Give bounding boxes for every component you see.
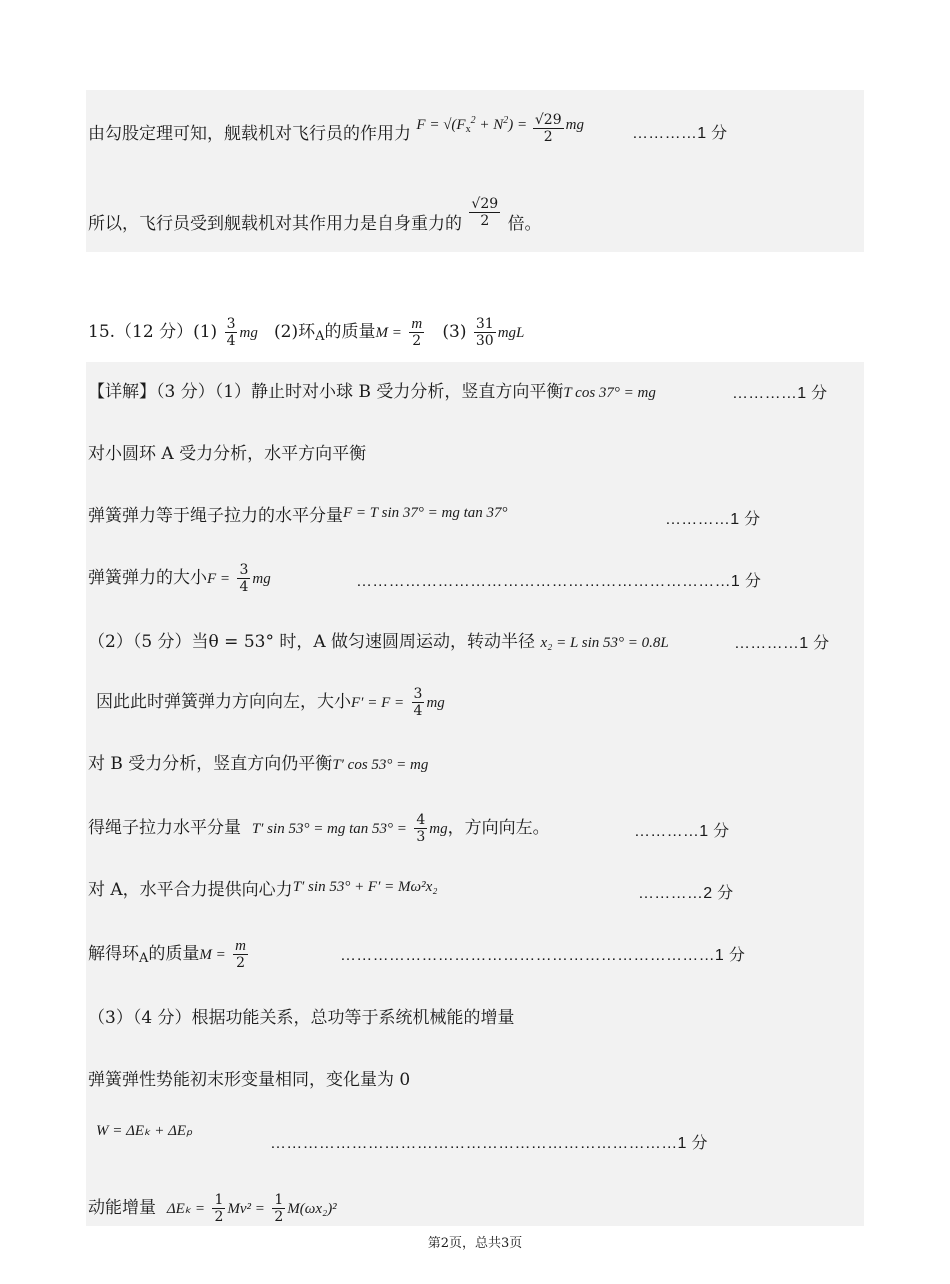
page-footer: 第2页，总共3页 bbox=[427, 1236, 523, 1251]
score-8: ……………………………………………………………1 分 bbox=[340, 947, 746, 964]
score-9: …………………………………………………………………1 分 bbox=[270, 1135, 708, 1152]
detail-line-12: 弹簧弹性势能初末形变量相同，变化量为 0 bbox=[88, 1070, 411, 1090]
fraction: $\frac{√29}{2}$ bbox=[471, 196, 499, 229]
detail-line-9: 对 A，水平合力提供向心力T′ sin 53° + F′ = Mω²x₂ bbox=[88, 879, 438, 900]
score-7: …………2 分 bbox=[638, 885, 734, 902]
q15-header: 15.（12 分）(1) $\frac{3}{4}$ mg (2)环$_A$的质量M = $\frac{m}{2}$ (3) $\frac{31}{30}$ mgL bbox=[88, 316, 525, 349]
fraction: $\frac{√29}{2}$ bbox=[534, 112, 562, 145]
score-5: …………1 分 bbox=[734, 635, 830, 652]
detail-line-8: 得绳子拉力水平分量 T′ sin 53° = mg tan 53° = $\frac{4}{3}$ mg，方向向左。 bbox=[88, 812, 550, 845]
text: 由勾股定理可知，舰载机对飞行员的作用力 bbox=[88, 124, 411, 144]
detail-line-2: 对小圆环 A 受力分析，水平方向平衡 bbox=[88, 444, 367, 464]
top-line-1: 由勾股定理可知，舰载机对飞行员的作用力 $F = √(F_x^2 + N^2)$ = $\frac{√29}{2}$ mg bbox=[88, 112, 584, 145]
detail-line-7: 对 B 受力分析，竖直方向仍平衡T′ cos 53° = mg bbox=[88, 754, 429, 774]
formula: $F = √(F_x^2 + N^2)$ = bbox=[416, 115, 531, 135]
score-2: …………1 分 bbox=[732, 385, 828, 402]
detail-shaded-block bbox=[86, 362, 864, 1226]
detail-line-4: 弹簧弹力的大小F = $\frac{3}{4}$ mg bbox=[88, 562, 271, 595]
detail-line-6: 因此此时弹簧弹力方向向左，大小F′ = F = $\frac{3}{4}$ mg bbox=[96, 686, 445, 719]
score-1: …………1 分 bbox=[632, 125, 728, 142]
score-6: …………1 分 bbox=[634, 823, 730, 840]
detail-line-3: 弹簧弹力等于绳子拉力的水平分量F = T sin 37° = mg tan 37° bbox=[88, 505, 508, 526]
detail-line-13: W = ΔEₖ + ΔEₚ bbox=[96, 1123, 193, 1139]
detail-line-11: （3）（4 分）根据功能关系，总功等于系统机械能的增量 bbox=[88, 1008, 515, 1028]
detail-line-10: 解得环$_A$的质量M = $\frac{m}{2}$ bbox=[88, 938, 247, 971]
detail-line-14: 动能增量 ΔEₖ = $\frac{1}{2}$ Mv² = $\frac{1}{2}$ M(ωx₂)² bbox=[88, 1192, 337, 1225]
score-4: ……………………………………………………………1 分 bbox=[356, 573, 762, 590]
top-line-2: 所以，飞行员受到舰载机对其作用力是自身重力的 $\frac{√29}{2}$ 倍。 bbox=[88, 196, 542, 234]
detail-line-5: （2）（5 分）当θ = 53° 时，A 做匀速圆周运动，转动半径 x₂ = L sin 53° = 0.8L bbox=[88, 632, 669, 652]
score-3: …………1 分 bbox=[665, 511, 761, 528]
detail-line-1: 【详解】（3 分）（1）静止时对小球 B 受力分析，竖直方向平衡T cos 37° = mg bbox=[88, 382, 656, 402]
